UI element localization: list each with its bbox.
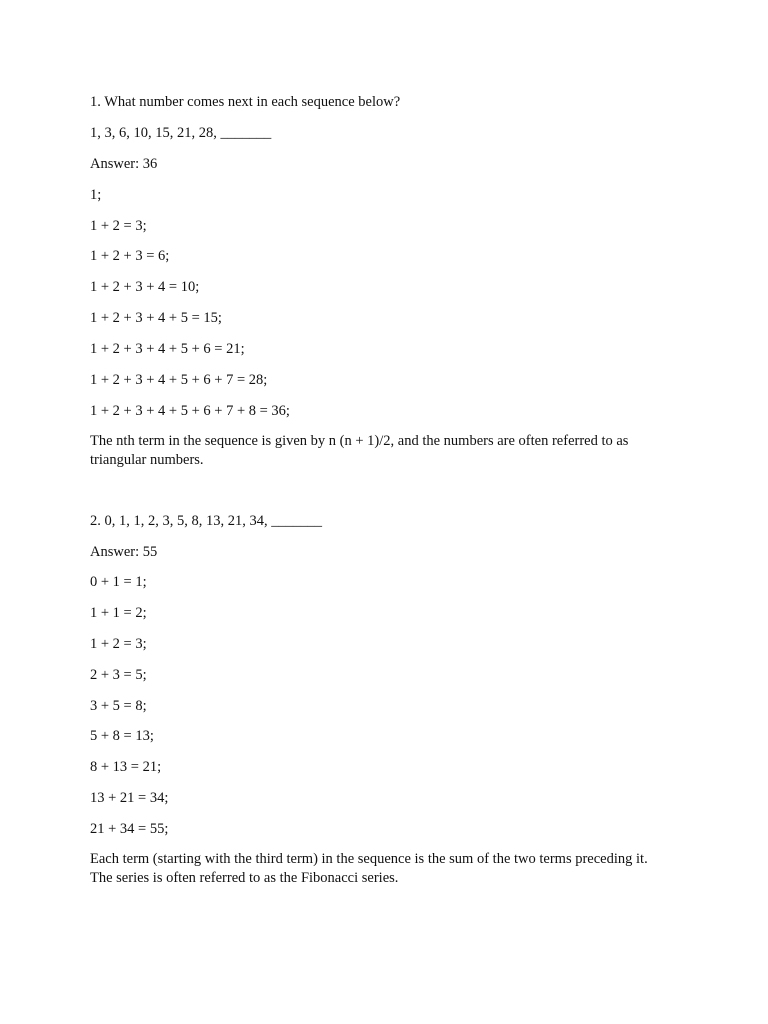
q1-step: 1 + 2 = 3; — [90, 218, 147, 234]
q2-step: 8 + 13 = 21; — [90, 759, 162, 775]
q2-answer: Answer: 55 — [90, 544, 158, 560]
q2-explanation: Each term (starting with the third term) in the sequence is the sum of the two terms preceding it. — [90, 851, 648, 867]
q1-answer: Answer: 36 — [90, 156, 158, 172]
q1-step: 1 + 2 + 3 + 4 + 5 + 6 = 21; — [90, 341, 245, 357]
q1-step: 1; — [90, 187, 102, 203]
q2-step: 1 + 1 = 2; — [90, 605, 147, 621]
q2-step: 5 + 8 = 13; — [90, 728, 154, 744]
q2-step: 1 + 2 = 3; — [90, 636, 147, 652]
q1-step: 1 + 2 + 3 + 4 + 5 + 6 + 7 = 28; — [90, 372, 268, 388]
q2-step: 0 + 1 = 1; — [90, 574, 147, 590]
q2-step: 13 + 21 = 34; — [90, 790, 169, 806]
q1-explanation-continued: triangular numbers. — [90, 452, 204, 468]
q1-step: 1 + 2 + 3 + 4 + 5 + 6 + 7 + 8 = 36; — [90, 403, 290, 419]
q1-step: 1 + 2 + 3 + 4 = 10; — [90, 279, 200, 295]
q1-step: 1 + 2 + 3 = 6; — [90, 248, 170, 264]
q2-step: 2 + 3 = 5; — [90, 667, 147, 683]
q1-explanation: The nth term in the sequence is given by n (n + 1)/2, and the numbers are often referred to as — [90, 433, 629, 449]
q2-sequence: 2. 0, 1, 1, 2, 3, 5, 8, 13, 21, 34, _______ — [90, 513, 322, 529]
q1-step: 1 + 2 + 3 + 4 + 5 = 15; — [90, 310, 222, 326]
q2-step: 3 + 5 = 8; — [90, 698, 147, 714]
q2-step: 21 + 34 = 55; — [90, 821, 169, 837]
q1-sequence: 1, 3, 6, 10, 15, 21, 28, _______ — [90, 125, 272, 141]
q1-question: 1. What number comes next in each sequence below? — [90, 94, 401, 110]
q2-explanation-continued: The series is often referred to as the Fibonacci series. — [90, 870, 399, 886]
